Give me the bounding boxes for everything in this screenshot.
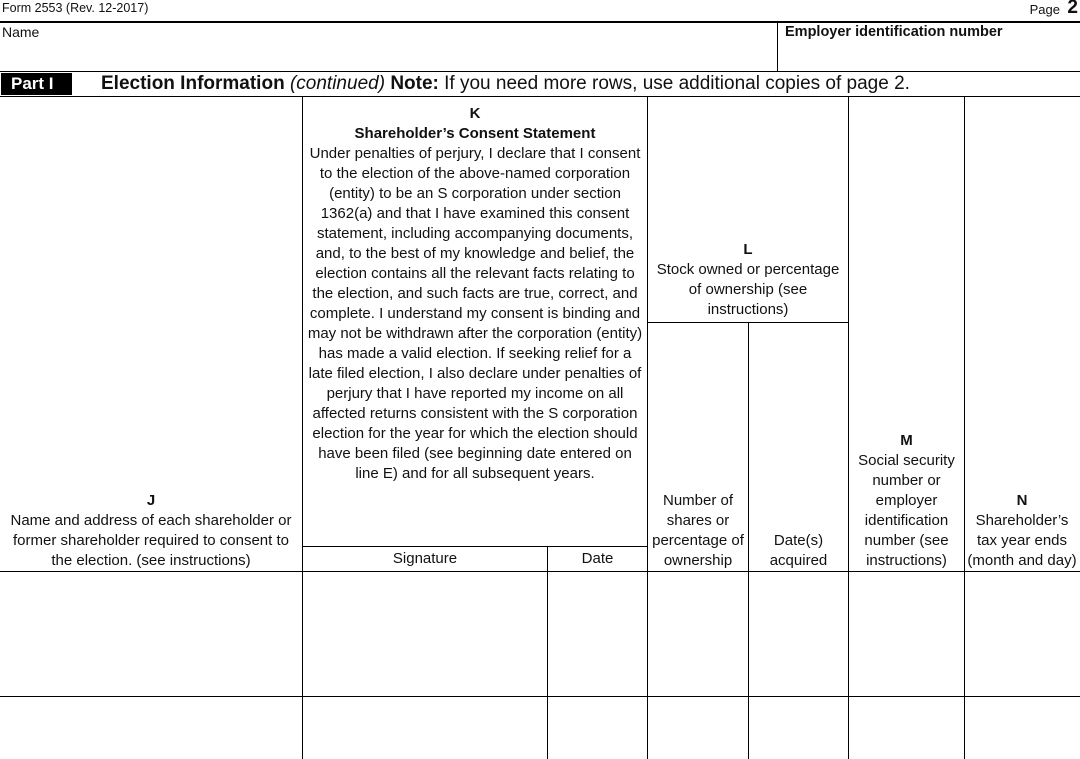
form-header xyxy=(0,0,1080,23)
part-continued: (continued) xyxy=(289,73,386,94)
part-header xyxy=(0,72,1080,97)
column-l-text: Stock owned or percentage of ownership (see instructions) xyxy=(656,261,840,318)
date-cell[interactable] xyxy=(548,572,647,696)
column-m-text: Social security number or employer identification number (see instructions) xyxy=(858,452,955,569)
column-k-title: Shareholder’s Consent Statement xyxy=(354,125,596,142)
part-title-line xyxy=(101,72,910,96)
signature-cell[interactable] xyxy=(303,697,547,759)
date-cell[interactable] xyxy=(548,697,647,759)
note-text: If you need more rows, use additional copies of page 2. xyxy=(444,73,910,94)
column-n-letter: N xyxy=(1016,492,1028,509)
shares-cell[interactable] xyxy=(648,697,748,759)
part-badge: Part I xyxy=(1,73,72,95)
ssn-ein-cell[interactable] xyxy=(849,572,964,696)
date-column-header: Date xyxy=(581,550,614,567)
ein-field-label: Employer identification number xyxy=(785,24,1003,40)
k-subheader-divider xyxy=(302,546,648,547)
shareholder-name-cell[interactable] xyxy=(0,572,302,696)
column-n-header xyxy=(966,98,1078,571)
column-k-letter: K xyxy=(469,105,481,122)
page-label: Page xyxy=(1029,2,1060,17)
note-label: Note: xyxy=(390,73,439,94)
part-title: Election Information xyxy=(101,73,285,94)
signature-cell[interactable] xyxy=(303,572,547,696)
column-m-header xyxy=(851,98,962,571)
column-l-header xyxy=(652,240,844,320)
ssn-ein-cell[interactable] xyxy=(849,697,964,759)
acquired-cell[interactable] xyxy=(749,697,848,759)
column-j-letter: J xyxy=(146,492,156,509)
name-row xyxy=(0,23,1080,72)
signature-column-header: Signature xyxy=(392,550,458,567)
acquired-column-header xyxy=(749,323,848,571)
shareholder-name-cell[interactable] xyxy=(0,697,302,759)
column-m-letter: M xyxy=(900,432,913,449)
column-n-text: Shareholder’s tax year ends (month and day) xyxy=(967,512,1077,569)
tax-year-end-cell[interactable] xyxy=(965,697,1080,759)
tax-year-end-cell[interactable] xyxy=(965,572,1080,696)
column-k-header xyxy=(307,104,643,484)
name-field-label: Name xyxy=(2,24,40,40)
acquired-column-text: Date(s) acquired xyxy=(769,532,828,569)
shares-column-header xyxy=(648,323,748,571)
shares-column-text: Number of shares or percentage of ownership xyxy=(652,492,744,569)
shares-cell[interactable] xyxy=(648,572,748,696)
ein-field[interactable] xyxy=(777,23,1080,71)
consent-statement-text: Under penalties of perjury, I declare that I consent to the election of the above-named corporation (entity) to be an S corporation under section 1362(a) and that I have examined this consent statement, including accompanying documents, and, to the best of my knowledge and belief, the election contains all the relevant facts relating to the election, and such facts are true, correct, and complete. I understand my consent is binding and may not be withdrawn after the corporation (entity) has made a valid election. If seeking relief for a late filed election, I also declare under penalties of perjury that I have reported my income on all affected returns consistent with the S corporation election for the year for which the election should have been filed (see beginning date entered on line E) and for all subsequent years. xyxy=(307,145,643,482)
page-number: 2 xyxy=(1067,0,1078,18)
column-l-letter: L xyxy=(743,241,753,258)
column-j-text: Name and address of each shareholder or former shareholder required to consent to the election. (see instructions) xyxy=(10,512,292,569)
form-id: Form 2553 (Rev. 12-2017) xyxy=(2,1,149,15)
acquired-cell[interactable] xyxy=(749,572,848,696)
column-j-header xyxy=(4,98,298,571)
